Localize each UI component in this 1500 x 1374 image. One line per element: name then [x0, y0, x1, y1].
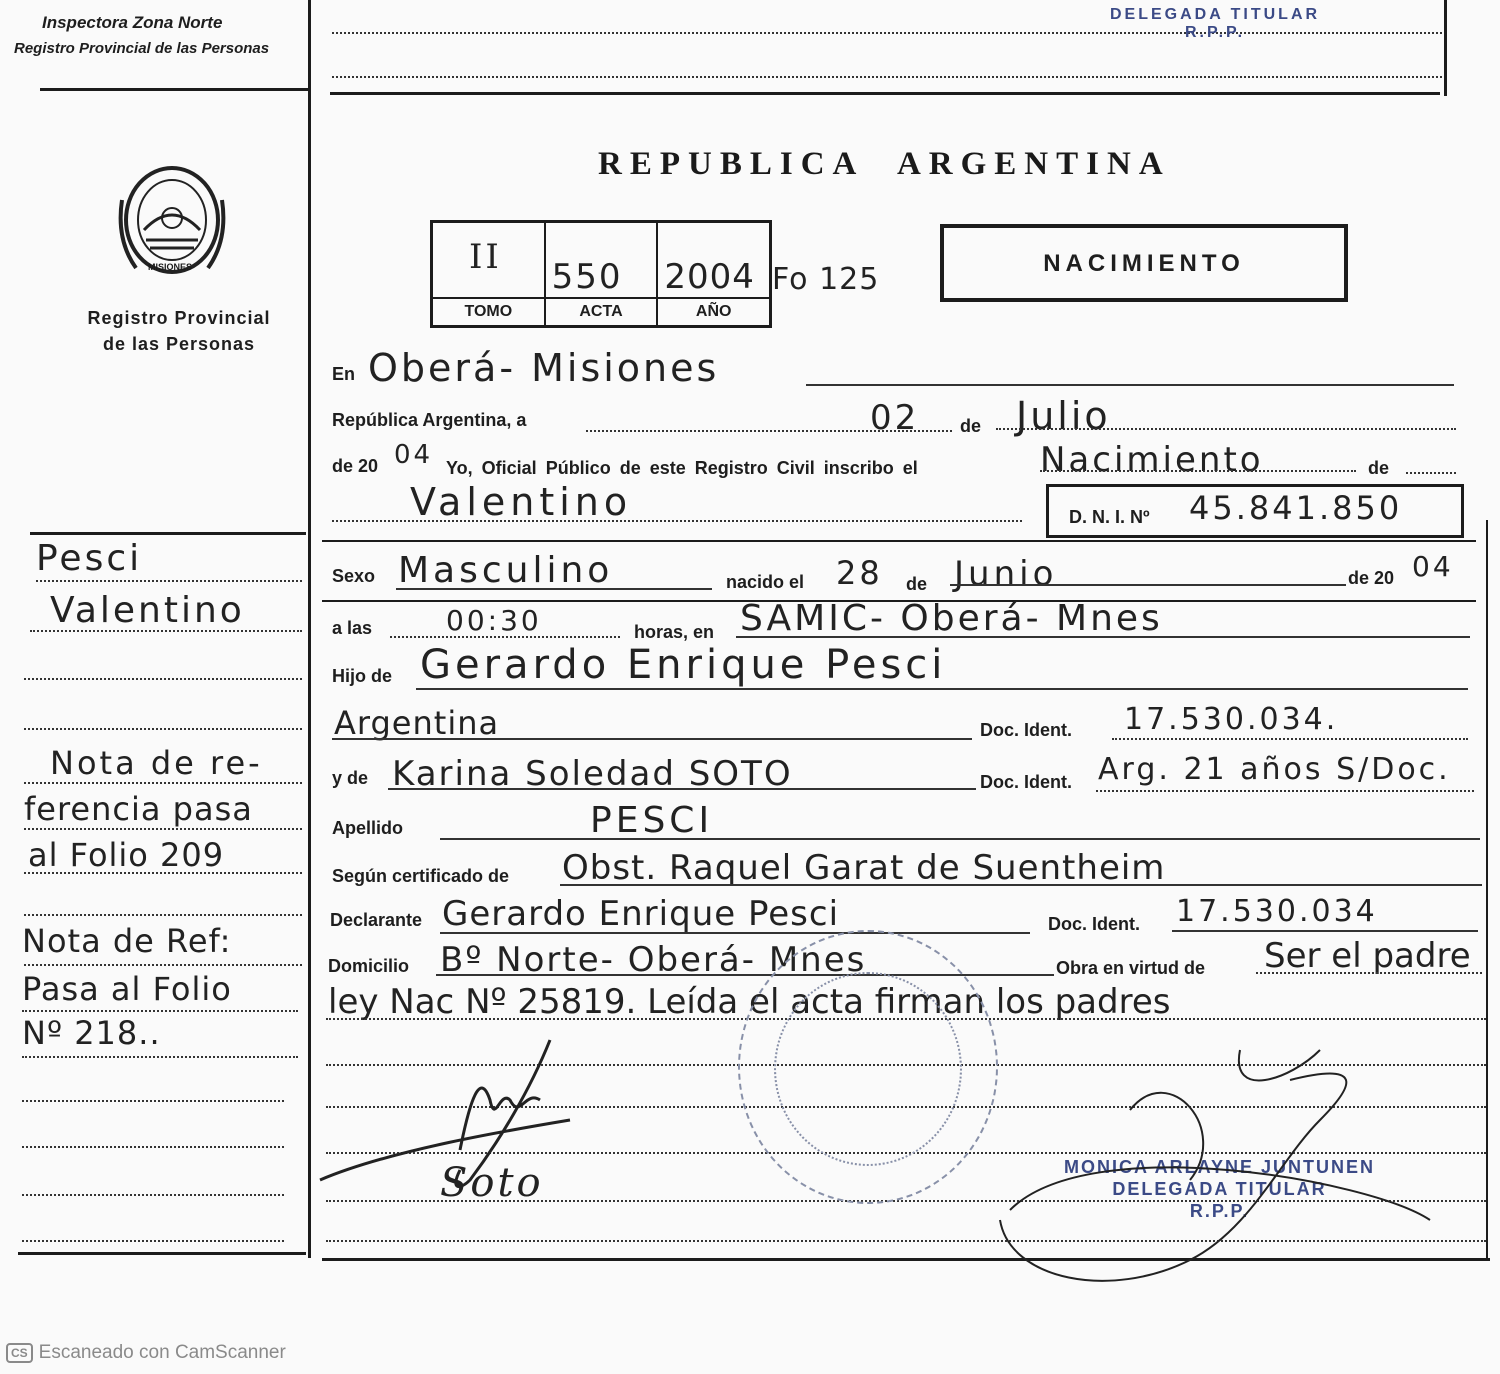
seal-text: MISIONES [148, 262, 193, 272]
mother-doc: Arg. 21 años S/Doc. [1098, 752, 1451, 787]
top-left-stamp [14, 10, 304, 62]
dotline [22, 1010, 298, 1012]
margin-note2-line2: Pasa al Folio [22, 970, 232, 1008]
dotline [36, 580, 302, 582]
year-value: 04 [394, 440, 434, 470]
dotline [560, 884, 1482, 886]
dotline [736, 636, 1470, 638]
margin-name: Valentino [50, 590, 245, 631]
de-label2: de [1368, 458, 1390, 478]
dotline [22, 1100, 284, 1102]
top-left-stamp-line2: Registro Provincial de las Personas [14, 40, 270, 57]
birth-year-prefix: de 20 [1348, 568, 1395, 588]
form-rule-1 [322, 540, 1476, 542]
registry-round-stamp-inner [774, 972, 962, 1166]
declarante-doc: 17.530.034 [1176, 894, 1378, 929]
act-type-box [940, 224, 1348, 302]
country-title: REPUBLICA ARGENTINA [598, 146, 1171, 182]
act-type: NACIMIENTO [1043, 250, 1245, 277]
acta-value: 550 [551, 257, 623, 297]
dotline [22, 1146, 284, 1148]
dni-label: D. N. I. Nº [1069, 507, 1150, 527]
dotline [24, 782, 302, 784]
provincial-seal-icon [116, 160, 228, 284]
dotline [950, 584, 1346, 586]
margin-surname: Pesci [36, 538, 143, 579]
dotline [440, 838, 1480, 840]
dotline [1040, 470, 1356, 472]
camscanner-text: Escaneado con CamScanner [38, 1342, 286, 1363]
registry-box [430, 220, 772, 328]
top-right-stamp [1110, 6, 1320, 42]
ley-text: ley Nac Nº 25819. Leída el acta firman los padres [328, 982, 1171, 1022]
dotline [1172, 930, 1478, 932]
obra-value: Ser el padre [1264, 936, 1471, 976]
day-value: 02 [870, 398, 920, 438]
alas-label: a las [332, 618, 373, 638]
dotline [24, 728, 302, 730]
dotline [24, 828, 302, 830]
dotline [22, 1056, 298, 1058]
camscanner-icon: CS [6, 1343, 33, 1363]
margin-note1-line3: al Folio 209 [28, 836, 225, 874]
sexo-value: Masculino [398, 550, 614, 591]
official-title: DELEGADA TITULAR [1112, 1179, 1327, 1199]
dotline [24, 914, 302, 916]
margin-note2-line3: Nº 218.. [22, 1014, 161, 1052]
form-right-border [1486, 520, 1488, 1260]
obra-label: Obra en virtud de [1056, 958, 1206, 978]
de-label3: de [906, 574, 928, 594]
dotline [332, 738, 972, 740]
dotline [1096, 790, 1474, 792]
dni-value: 45.841.850 [1189, 489, 1403, 527]
right-border [1444, 0, 1447, 96]
father-nationality: Argentina [334, 704, 500, 742]
dotline [388, 788, 976, 790]
month-value: Julio [1016, 394, 1111, 438]
ano-value: 2004 [664, 257, 755, 297]
tomo-cell [433, 223, 546, 325]
father-doc: 17.530.034. [1124, 702, 1339, 737]
dotline [332, 520, 1022, 522]
apellido-value: PESCI [590, 800, 714, 841]
acta-cell [546, 223, 659, 325]
segun-value: Obst. Raquel Garat de Suentheim [562, 848, 1166, 888]
margin-note1-line1: Nota de re- [50, 744, 263, 782]
birth-year: 04 [1412, 550, 1454, 583]
institution-line1: Registro Provincial [87, 308, 271, 328]
folio-value: Fo 125 [772, 262, 880, 297]
dni-box [1046, 484, 1464, 538]
margin-note2-line1: Nota de Ref: [22, 922, 232, 960]
birth-month: Junio [954, 554, 1058, 594]
declarante-label: Declarante [330, 910, 423, 930]
signature-official-icon [990, 1040, 1450, 1300]
dotline [24, 964, 302, 966]
camscanner-watermark [6, 1342, 286, 1364]
de-label: de [960, 416, 982, 436]
top-right-stamp-line2: R.P.P. [1184, 24, 1246, 41]
doc-label: Doc. Ident. [980, 720, 1073, 740]
top-rule [330, 92, 1440, 95]
mother-value: Karina Soledad SOTO [392, 754, 793, 794]
dotline [22, 1194, 284, 1196]
dotline [396, 588, 712, 590]
yde-label: y de [332, 768, 369, 788]
left-mid-rule [30, 532, 306, 535]
dotline [806, 384, 1454, 386]
dotline [416, 688, 1468, 690]
apellido-label: Apellido [332, 818, 403, 838]
hijo-label: Hijo de [332, 666, 393, 686]
father-value: Gerardo Enrique Pesci [420, 642, 947, 688]
segun-label: Según certificado de [332, 866, 510, 886]
official-name: MONICA ARLAYNE JUNTUNEN [1064, 1157, 1376, 1177]
yo-text: Yo, Oficial Público de este Registro Civil inscribo el [446, 458, 918, 478]
dotline [996, 428, 1456, 430]
tomo-label: TOMO [433, 297, 544, 321]
institution-line2: de las Personas [102, 334, 256, 354]
tomo-value: II [469, 237, 502, 277]
institution-name [60, 305, 298, 357]
sexo-label: Sexo [332, 566, 376, 586]
dotline [22, 1240, 284, 1242]
dotline [24, 678, 302, 680]
top-left-stamp-line1: Inspectora Zona Norte [42, 13, 223, 32]
en-label: En [332, 364, 356, 384]
dotline [440, 932, 1030, 934]
ano-label: AÑO [658, 297, 769, 321]
dotline [1406, 472, 1456, 474]
declarante-value: Gerardo Enrique Pesci [442, 894, 840, 934]
dotline [1256, 972, 1482, 974]
dotline [30, 630, 302, 632]
act-value: Nacimiento [1040, 440, 1264, 480]
signature-soto: Soto [440, 1160, 544, 1206]
margin-note1-line2: ferencia pasa [24, 790, 253, 828]
doc-label3: Doc. Ident. [1048, 914, 1141, 934]
top-right-stamp-line1: DELEGADA TITULAR [1110, 6, 1321, 23]
nacido-label: nacido el [726, 572, 805, 592]
child-name: Valentino [410, 480, 633, 524]
domicilio-value: Bº Norte- Oberá- Mnes [440, 940, 867, 980]
dotline [1112, 738, 1468, 740]
hour-value: 00:30 [446, 604, 542, 637]
domicilio-label: Domicilio [328, 956, 410, 976]
doc-label2: Doc. Ident. [980, 772, 1073, 792]
place-value: SAMIC- Oberá- Mnes [740, 598, 1163, 639]
en-value: Oberá- Misiones [368, 346, 720, 390]
official-org: R.P.P. [1189, 1201, 1250, 1221]
dotline [24, 872, 302, 874]
dotline [332, 76, 1442, 78]
acta-label: ACTA [546, 297, 657, 321]
left-top-rule [40, 88, 308, 91]
birth-day: 28 [836, 554, 883, 592]
horas-label: horas, en [634, 622, 715, 642]
ano-cell [658, 223, 769, 325]
year-prefix: de 20 [332, 456, 379, 476]
left-bottom-rule [18, 1252, 306, 1255]
republica-label: República Argentina, a [332, 410, 527, 430]
